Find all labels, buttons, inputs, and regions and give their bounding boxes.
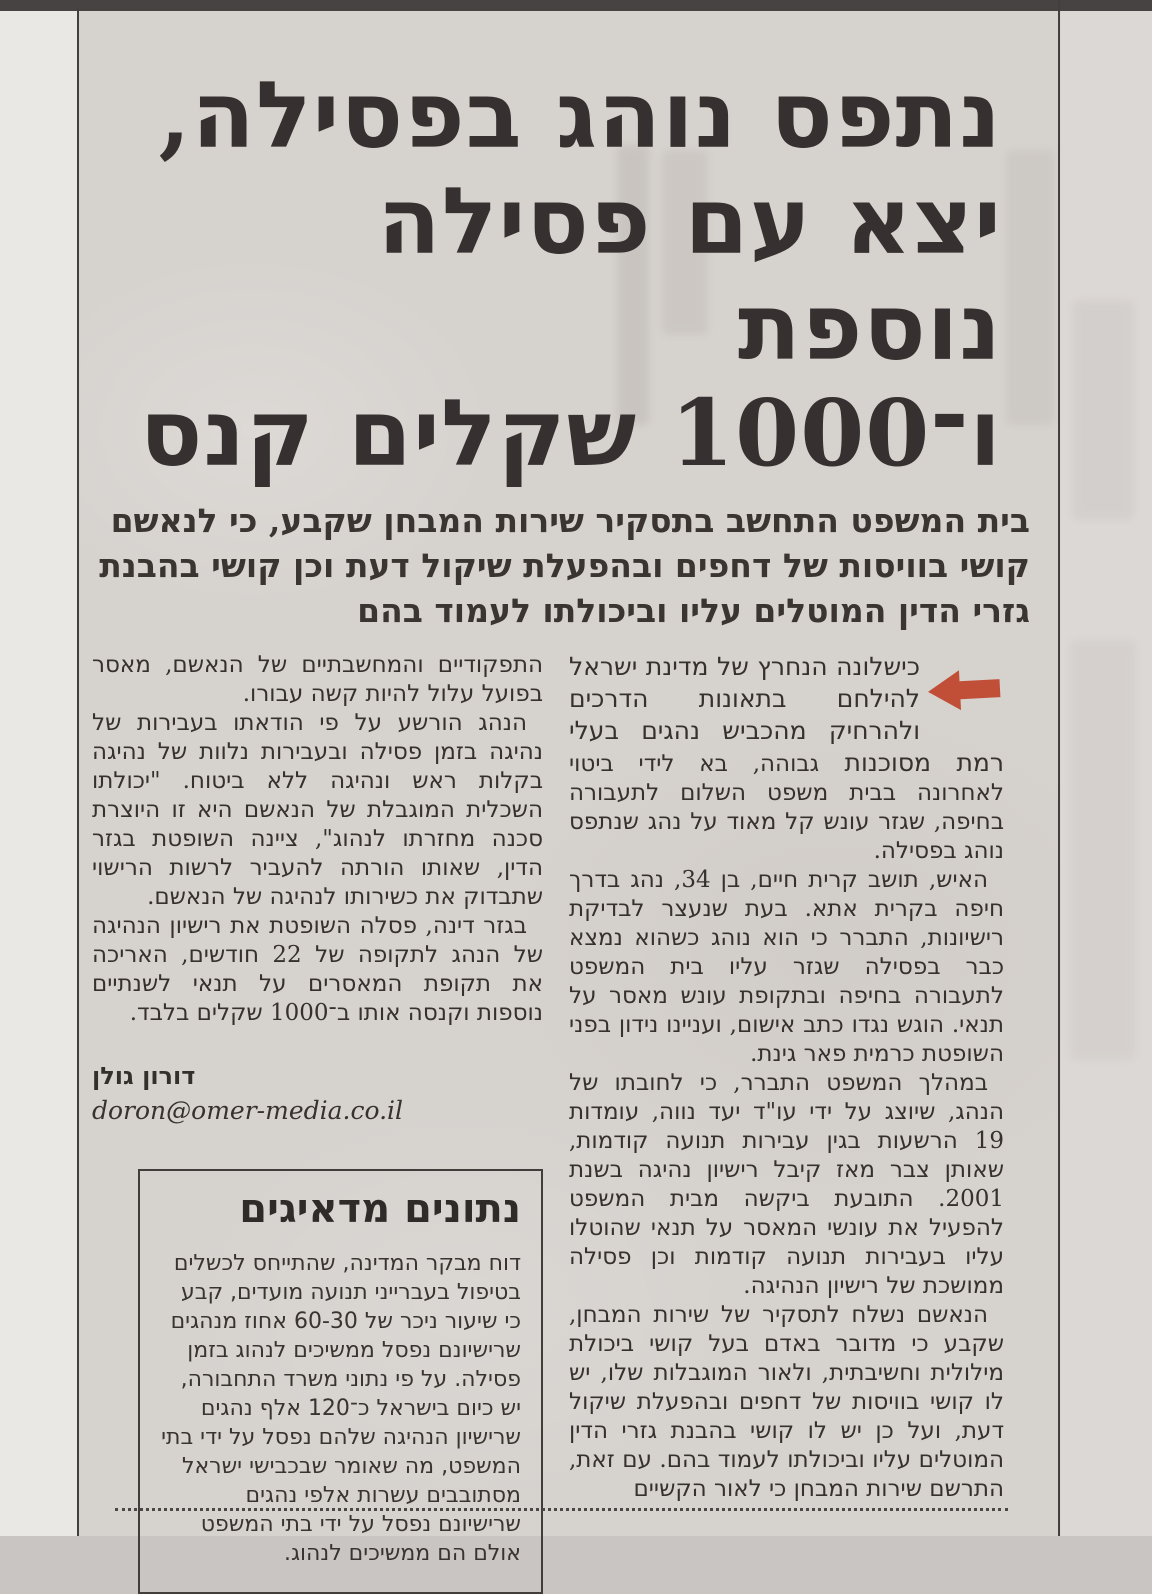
right-column-rule [1058, 0, 1060, 1536]
subheadline: בית המשפט התחשב בתסקיר שירות המבחן שקבע, כי לנאשם קושי בוויסות של דחפים ובהפעלת שיקול דעת וכן קושי בהבנת גזרי הדין המוטלים עליו וביכולתו לעמוד בהם [99, 501, 1030, 630]
article-paragraph: במהלך המשפט התברר, כי לחובתו של הנהג, שיוצג על ידי עו"ד יעד נווה, עומדות 19 הרשעות בגין עבירות תנועה קודמות, שאותן צבר מאז קיבל רישיון נהיגה בשנת 2001. התובעת ביקשה מבית המשפט להפעיל את עונשי המאסר על תנאי שהוטלו עליו בעבירות תנועה קודמות וכן פסילה ממושכת של רישיון הנהיגה. [569, 1070, 1004, 1299]
article-paragraph: הנאשם נשלח לתסקיר של שירות המבחן, שקבע כי מדובר באדם בעל קושי ביכולת מילולית וחשיבתית, ולאור המוגבלות שלו, יש לו קושי בוויסות של דחפים ובהפעלת שיקול דעת, ועל כן יש לו קושי בהבנת גזרי הדין המוטלים עליו וביכולתו לעמוד בהם. עם זאת, התרשם שירות המבחן כי לאור הקשיים [569, 1302, 1004, 1502]
article-paragraph: בגזר דינה, פסלה השופטת את רישיון הנהיגה של הנהג לתקופה של 22 חודשים, האריכה את תקופת המאסרים על תנאי לשנתיים נוספות וקנסה אותו ב־1000 שקלים בלבד. [92, 913, 544, 1026]
headline [92, 62, 1032, 486]
body-column-left [92, 651, 543, 1594]
byline-email: doron@omer-media.co.il [92, 1096, 404, 1125]
info-box-title: נתונים מדאיגים [239, 1186, 521, 1232]
headline-line: נתפס נוהג בפסילה, [158, 61, 1002, 169]
byline-author: דורון גולן [92, 1062, 196, 1090]
info-box-body: דוח מבקר המדינה, שהתייחס לכשלים בטיפול בעברייני תנועה מועדים, קבע כי שיעור ניכר של 60-30 אחוז מנהגים שרישיונם נפסל ממשיכים לנהוג בזמן פסילה. על פי נתוני משרד התחבורה, יש כיום בישראל כ־120 אלף נהגים שרישיון הנהיגה שלהם נפסל על ידי בתי המשפט, מה שאומר שבכבישי ישראל מסתובבים עשרות אלפי נהגים שרישיונם נפסל על ידי בתי המשפט אולם הם ממשיכים לנהוג. [161, 1251, 521, 1566]
red-arrow-marker [924, 651, 1004, 743]
left-margin-strip [0, 11, 77, 1536]
left-arrow-icon [925, 665, 1003, 715]
body-column-right [569, 651, 1004, 1594]
headline-line: יצא עם פסילה נוספת [377, 167, 1002, 381]
left-column-rule [77, 8, 79, 1536]
headline-line: ו־1000 שקלים קנס [139, 379, 1002, 487]
article-body-columns [92, 651, 1032, 1594]
bleed-through-mark [1072, 300, 1134, 520]
bleed-through-mark [1070, 640, 1136, 1060]
article-paragraph: האיש, תושב קרית חיים, בן 34, נהג בדרך חיפה בקרית אתא. בעת שנעצר לבדיקת רישיונות, התברר כי הוא נוהג כשהוא נמצא כבר בפסילה שגזר עליו בית המשפט לתעבורה בחיפה ובתקופת עונש מאסר על תנאי. הוגש נגדו כתב אישום, ועניינו נידון בפני השופטת כרמית פאר גינת. [569, 867, 1004, 1067]
lead-continuation: גבוהה, בא לידי ביטוי לאחרונה בבית משפט השלום לתעבורה בחיפה, שגזר עונש קל מאוד על נהג שנתפס נוהג בפסילה. [569, 751, 1004, 864]
lead-text: כישלונה הנחרץ של מדינת ישראל להילחם בתאונות הדרכים ולהרחיק מהכביש נהגים בעלי רמת מסוכנות [569, 652, 1004, 777]
info-box [138, 1169, 543, 1594]
bottom-dotted-divider [115, 1508, 1008, 1511]
article-paragraph [569, 651, 1004, 866]
article [92, 0, 1032, 1594]
article-paragraph: התפקודיים והמחשבתיים של הנאשם, מאסר בפועל עלול להיות קשה עבורו. [92, 652, 543, 707]
article-paragraph: הנהג הורשע על פי הודאתו בעבירות של נהיגה בזמן פסילה ובעבירות נלוות של נהיגה בקלות ראש ונהיגה ללא ביטוח. "יכולתו השכלית המוגבלת של הנאשם היא זו היוצרת סכנה מחזרתו לנהוג", ציינה השופטת בגזר הדין, שאותו הורתה להעביר לרשות הרישוי שתבדוק את כשירותו לנהיגה של הנאשם. [92, 710, 543, 910]
